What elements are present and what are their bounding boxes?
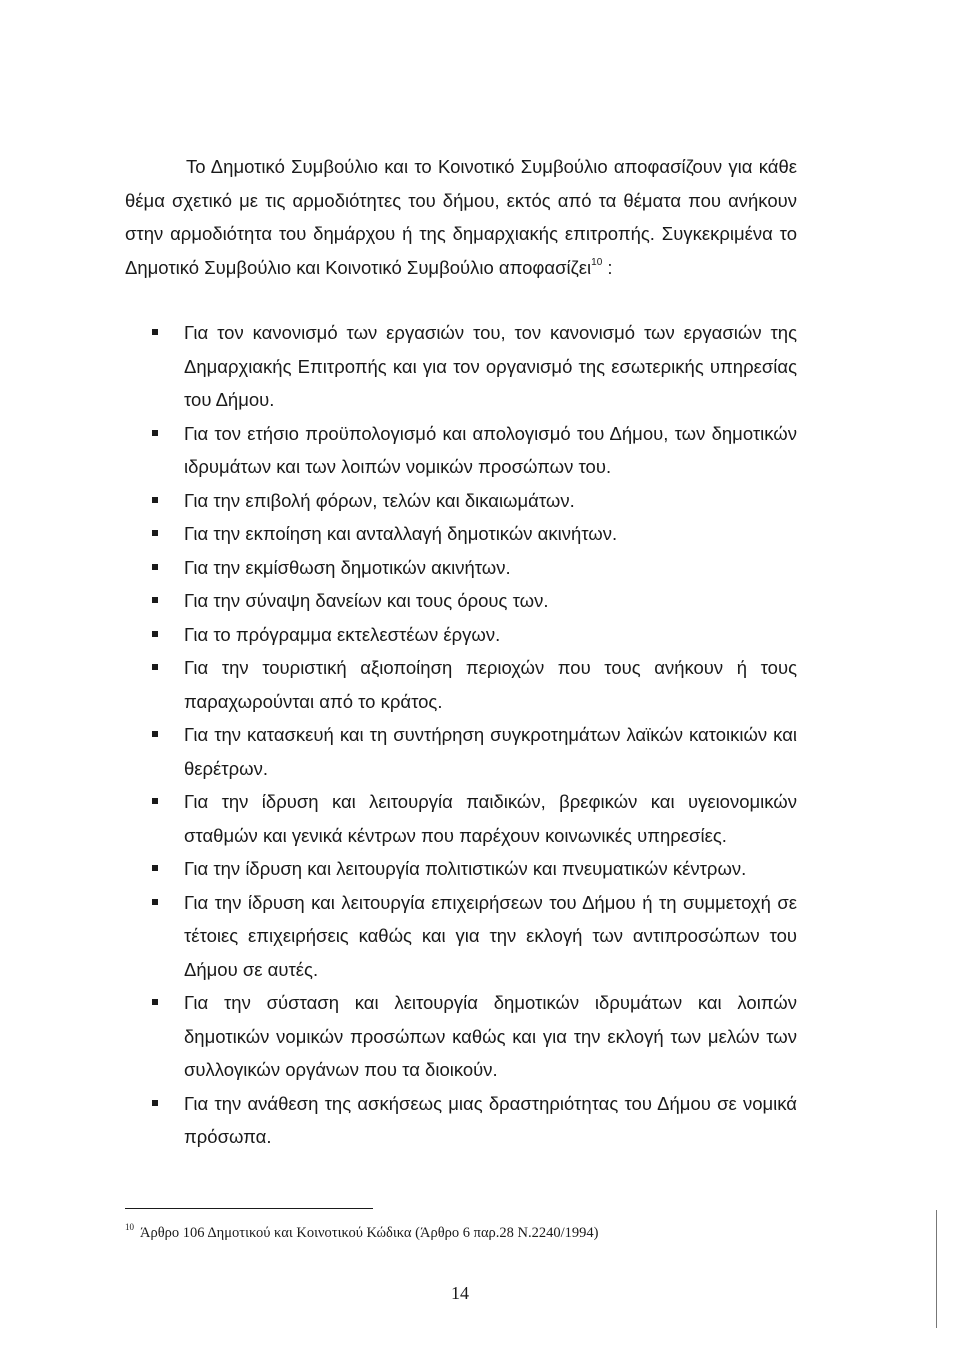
list-item: Για την κατασκευή και τη συντήρηση συγκροτημάτων λαϊκών κατοικιών και θερέτρων. bbox=[152, 718, 797, 785]
footnote-reference: 10 bbox=[591, 256, 603, 268]
footnote bbox=[125, 1223, 825, 1243]
bullet-icon bbox=[152, 631, 158, 637]
bullet-icon bbox=[152, 664, 158, 670]
decisions-list bbox=[152, 316, 797, 1154]
list-item: Για την εκμίσθωση δημοτικών ακινήτων. bbox=[152, 551, 797, 585]
bullet-icon bbox=[152, 329, 158, 335]
bullet-icon bbox=[152, 530, 158, 536]
list-item: Για την ίδρυση και λειτουργία παιδικών, βρεφικών και υγειονομικών σταθμών και γενικά κέντρων που παρέχουν κοινωνικές υπηρεσίες. bbox=[152, 785, 797, 852]
bullet-icon bbox=[152, 899, 158, 905]
bullet-icon bbox=[152, 865, 158, 871]
bullet-icon bbox=[152, 1100, 158, 1106]
intro-text: Το Δημοτικό Συμβούλιο και το Κοινοτικό Συμβούλιο αποφασίζουν για κάθε θέμα σχετικό με τις αρμοδιότητες του δήμου, εκτός από τα θέματα που ανήκουν στην αρμοδιότητα του δημάρχου ή της δημαρχιακής επιτροπής. Συγκεκριμένα το Δημοτικό Συμβούλιο και Κοινοτικό Συμβούλιο αποφασίζει bbox=[125, 156, 797, 278]
page-number: 14 bbox=[451, 1283, 469, 1303]
list-item: Για την επιβολή φόρων, τελών και δικαιωμάτων. bbox=[152, 484, 797, 518]
footnote-text: Άρθρο 106 Δημοτικού και Κοινοτικού Κώδικα (Άρθρο 6 παρ.28 Ν.2240/1994) bbox=[140, 1225, 599, 1241]
bullet-icon bbox=[152, 430, 158, 436]
bullet-icon bbox=[152, 999, 158, 1005]
bullet-icon bbox=[152, 597, 158, 603]
list-item: Για τον ετήσιο προϋπολογισμό και απολογισμό του Δήμου, των δημοτικών ιδρυμάτων και των λοιπών νομικών προσώπων του. bbox=[152, 417, 797, 484]
list-item: Για τον κανονισμό των εργασιών του, τον κανονισμό των εργασιών της Δημαρχιακής Επιτροπής και για τον οργανισμό της εσωτερικής υπηρεσίας του Δήμου. bbox=[152, 316, 797, 417]
bullet-icon bbox=[152, 497, 158, 503]
intro-suffix: : bbox=[602, 256, 613, 278]
list-item: Για την σύσταση και λειτουργία δημοτικών ιδρυμάτων και λοιπών δημοτικών νομικών προσώπων καθώς και για την εκλογή των μελών των συλλογικών οργάνων που τα διοικούν. bbox=[152, 986, 797, 1087]
bullet-icon bbox=[152, 564, 158, 570]
footnote-number: 10 bbox=[125, 1222, 134, 1232]
list-item: Για την εκποίηση και ανταλλαγή δημοτικών ακινήτων. bbox=[152, 517, 797, 551]
list-item: Για την ανάθεση της ασκήσεως μιας δραστηριότητας του Δήμου σε νομικά πρόσωπα. bbox=[152, 1087, 797, 1154]
list-item: Για την ίδρυση και λειτουργία επιχειρήσεων του Δήμου ή τη συμμετοχή σε τέτοιες επιχειρήσεις καθώς και για την εκλογή των αντιπροσώπων του Δήμου σε αυτές. bbox=[152, 886, 797, 987]
intro-paragraph bbox=[125, 150, 797, 284]
list-item: Για την τουριστική αξιοποίηση περιοχών που τους ανήκουν ή τους παραχωρούνται από το κράτος. bbox=[152, 651, 797, 718]
list-item: Για το πρόγραμμα εκτελεστέων έργων. bbox=[152, 618, 797, 652]
bullet-icon bbox=[152, 731, 158, 737]
scan-edge-line bbox=[936, 1210, 937, 1328]
bullet-icon bbox=[152, 798, 158, 804]
list-item: Για την σύναψη δανείων και τους όρους των. bbox=[152, 584, 797, 618]
footnote-divider bbox=[125, 1208, 373, 1209]
list-item: Για την ίδρυση και λειτουργία πολιτιστικών και πνευματικών κέντρων. bbox=[152, 852, 797, 886]
